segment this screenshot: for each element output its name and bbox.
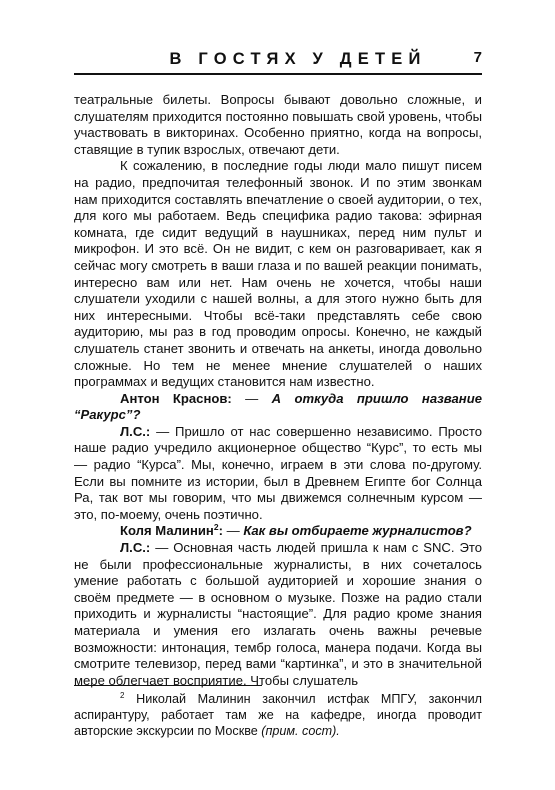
footnote xyxy=(74,691,482,739)
answer-2 xyxy=(74,540,482,689)
question-text: А откуда пришло название “Ракурс”? xyxy=(74,390,482,423)
footnote-body: Николай Малинин закончил истфак МПГУ, закончил аспирантуру, работает там же на кафедре, иногда проводит авторские экскурсии по Москве xyxy=(74,692,482,738)
running-title: В ГОСТЯХ У ДЕТЕЙ xyxy=(169,50,427,68)
speaker-name: Антон Краснов: xyxy=(120,390,232,406)
dash: — xyxy=(222,523,244,539)
speaker-name: Л.С.: xyxy=(120,540,151,556)
header-rule xyxy=(74,73,482,75)
answer-text: — Основная часть людей пришла к нам с SNC. Это не были профессиональные журналисты, в них сочеталось умение работать с большой аудиторией и хорошие знания о своём предмете — в основном о музыке. Позже на радио стали приходить и журналисты “настоящие”. Для радио кроме знания материала и умения его излагать очень важны речевые возможности: интонация, тембр голоса, манера подачи. Когда вы смотрите телевизор, перед вами “картинка”, и это в значительной мере облегчает восприятие. Чтобы слушатель xyxy=(74,540,482,688)
footnote-source-note: (прим. сост). xyxy=(261,724,340,738)
speaker-name: Коля Малинин xyxy=(120,523,214,539)
footnote-text xyxy=(74,691,482,739)
footnote-reference: 2 xyxy=(213,522,219,533)
paragraph-2: К сожалению, в последние годы люди мало пишут писем на радио, предпочитая телефонный звонок. И по этим звонкам нам приходится составлять впечатление о своей аудитории, о тех, для кого мы работаем. Ведь специфика радио такова: эфирная комната, где сидит ведущий в наушниках, перед ним пульт и микрофон. И это всё. Он не видит, с кем он разговаривает, как я сейчас могу смотреть в ваши глаза и по вашей реакции понимать, интересно вам или нет. Нам очень не хочется, чтобы наши слушатели уходили с нашей волны, а для этого нужно быть для них интересными. Чтобы всё-таки представлять себе свою аудиторию, мы раз в год проводим опросы. Конечно, не каждый слушатель станет звонить и отвечать на анкеты, иногда довольно сложные. Но тем не менее мнение слушателей о наших программах и ведущих становится нам известно. xyxy=(74,158,482,390)
paragraph-1: театральные билеты. Вопросы бывают довольно сложные, и слушателям приходится постоянно повышать свой уровень, чтобы участвовать в викторинах. Особенно приятно, когда на вопросы, ставящие в тупик взрослых, отвечают дети. xyxy=(74,92,482,157)
colon: : xyxy=(218,523,223,539)
speaker-name: Л.С.: xyxy=(120,423,151,439)
page-number: 7 xyxy=(473,49,482,66)
footnote-marker: 2 xyxy=(120,691,125,700)
footnote-rule xyxy=(74,685,262,686)
question-1 xyxy=(74,391,482,424)
question-2 xyxy=(74,523,482,540)
question-text: Как вы отбираете журналистов? xyxy=(243,523,472,539)
dash: — xyxy=(231,390,272,406)
answer-text: — Пришло от нас совершенно независимо. Просто наше радио учредило акционерное общество “Курс”, то есть мы — радио “Курса”. Мы, конечно, играем в эти слова по-другому. Если вы помните из истории, был в Древнем Египте бог Солнца Ра, так вот мы говорим, что мы движемся солнечным курсом — это, по-моему, очень поэтично. xyxy=(74,423,482,522)
answer-1 xyxy=(74,424,482,524)
body-text xyxy=(74,92,482,689)
page-header xyxy=(74,46,482,76)
